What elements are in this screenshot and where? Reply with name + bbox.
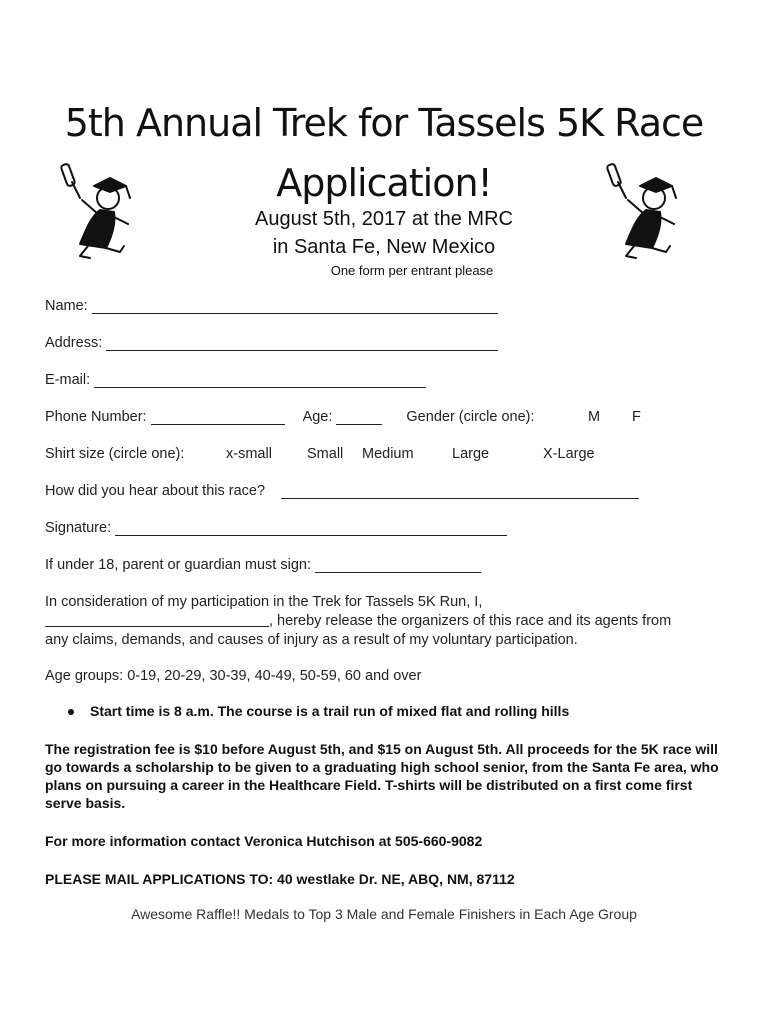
contact-info: For more information contact Veronica Hutchison at 505-660-9082: [45, 833, 483, 849]
gender-option-m[interactable]: M: [588, 409, 601, 425]
start-time-bullet: [68, 703, 569, 719]
age-label: Age:: [302, 409, 333, 425]
form-note: One form per entrant please: [330, 263, 494, 278]
guardian-signature-field[interactable]: [315, 558, 481, 573]
shirt-option-small[interactable]: Small: [307, 446, 344, 462]
address-label: Address:: [45, 335, 103, 351]
title-line-1: 5th Annual Trek for Tassels 5K Race: [64, 101, 704, 145]
event-date: August 5th, 2017 at the MRC: [255, 208, 513, 230]
phone-field[interactable]: [151, 410, 285, 425]
waiver-paragraph: [45, 593, 735, 650]
age-groups: Age groups: 0-19, 20-29, 30-39, 40-49, 50-59, 60 and over: [45, 668, 422, 684]
name-label: Name:: [45, 298, 88, 314]
email-label: E-mail:: [45, 372, 91, 388]
raffle-footer: Awesome Raffle!! Medals to Top 3 Male and Female Finishers in Each Age Group: [131, 906, 637, 922]
address-row: [45, 335, 498, 351]
registration-fee-paragraph: The registration fee is $10 before August 5th, and $15 on August 5th. All proceeds for the 5K race will go towards a scholarship to be given to a graduating high school senior, from the Santa Fe area, who plans on pursuing a career in the Healthcare Field. T-shirts will be distributed on a first come first serve basis.: [45, 741, 719, 811]
name-field[interactable]: [92, 299, 498, 314]
graduate-running-icon: [50, 158, 150, 262]
event-location: in Santa Fe, New Mexico: [272, 236, 496, 258]
shirt-option-large[interactable]: Large: [452, 446, 490, 462]
hear-label: How did you hear about this race?: [45, 483, 266, 499]
signature-label: Signature:: [45, 520, 112, 536]
signature-field[interactable]: [115, 521, 507, 536]
guardian-row: [45, 557, 481, 573]
shirt-option-xlarge[interactable]: X-Large: [543, 446, 595, 462]
hear-row: [45, 483, 639, 499]
hear-field[interactable]: [281, 484, 639, 499]
waiver-name-field[interactable]: [45, 612, 269, 627]
waiver-line-2: , hereby release the organizers of this race and its agents from: [269, 613, 672, 629]
gender-label: Gender (circle one):: [406, 409, 535, 425]
bullet-icon: [68, 709, 74, 715]
waiver-line-3: any claims, demands, and causes of injury as a result of my voluntary participation.: [45, 632, 578, 648]
shirt-option-medium[interactable]: Medium: [362, 446, 414, 462]
guardian-label: If under 18, parent or guardian must sign:: [45, 557, 311, 573]
title-line-2: Application!: [276, 161, 492, 205]
email-field[interactable]: [94, 373, 426, 388]
phone-label: Phone Number:: [45, 409, 147, 425]
phone-row: [45, 409, 535, 425]
signature-row: [45, 520, 507, 536]
email-row: [45, 372, 426, 388]
name-row: [45, 298, 498, 314]
start-time-text: Start time is 8 a.m. The course is a trail run of mixed flat and rolling hills: [90, 703, 570, 719]
shirt-row: [45, 446, 184, 462]
address-field[interactable]: [106, 336, 498, 351]
graduate-running-icon: [596, 158, 696, 262]
shirt-label: Shirt size (circle one):: [45, 446, 185, 462]
gender-option-f[interactable]: F: [632, 409, 641, 425]
mailing-address: PLEASE MAIL APPLICATIONS TO: 40 westlake Dr. NE, ABQ, NM, 87112: [45, 871, 515, 887]
waiver-line-1: In consideration of my participation in the Trek for Tassels 5K Run, I,: [45, 594, 483, 610]
age-field[interactable]: [336, 410, 382, 425]
shirt-option-xsmall[interactable]: x-small: [226, 446, 272, 462]
